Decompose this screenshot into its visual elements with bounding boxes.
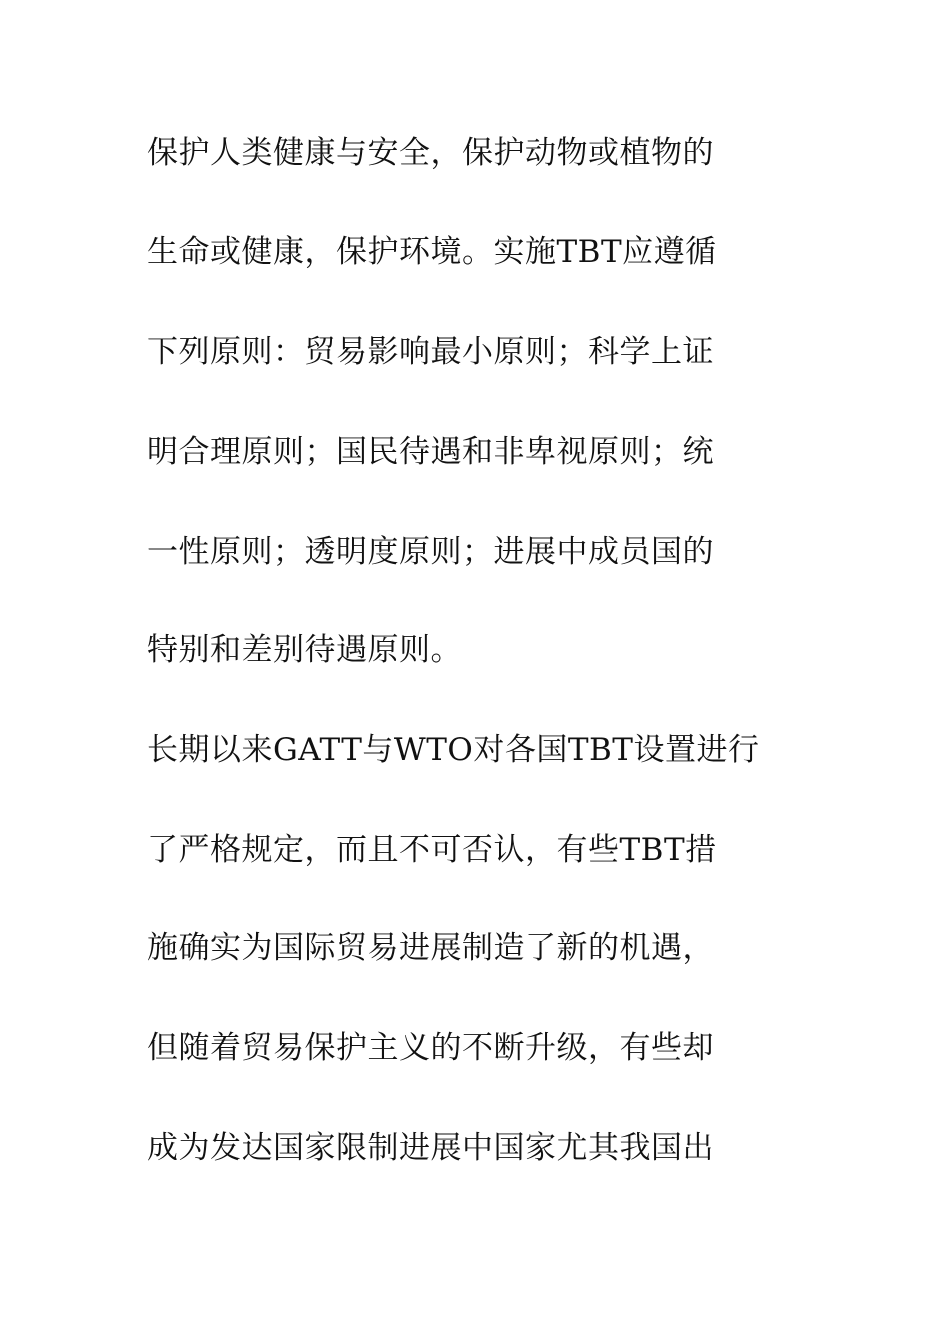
- text-line: 生命或健康，保护环境。实施TBT应遵循: [147, 234, 717, 270]
- text-line: 了严格规定，而且不可否认，有些TBT措: [147, 832, 717, 868]
- text-line: 但随着贸易保护主义的不断升级，有些却: [147, 1030, 714, 1066]
- text-line: 长期以来GATT与WTO对各国TBT设置进行: [147, 732, 760, 768]
- text-line: 成为发达国家限制进展中国家尤其我国出: [147, 1130, 714, 1166]
- text-line: 明合理原则；国民待遇和非卑视原则；统: [147, 434, 714, 470]
- text-line: 下列原则：贸易影响最小原则；科学上证: [147, 334, 714, 370]
- text-line: 一性原则；透明度原则；进展中成员国的: [147, 534, 714, 570]
- text-line: 保护人类健康与安全，保护动物或植物的: [147, 135, 714, 171]
- text-line: 施确实为国际贸易进展制造了新的机遇，: [147, 930, 714, 966]
- text-line: 特别和差别待遇原则。: [147, 632, 462, 668]
